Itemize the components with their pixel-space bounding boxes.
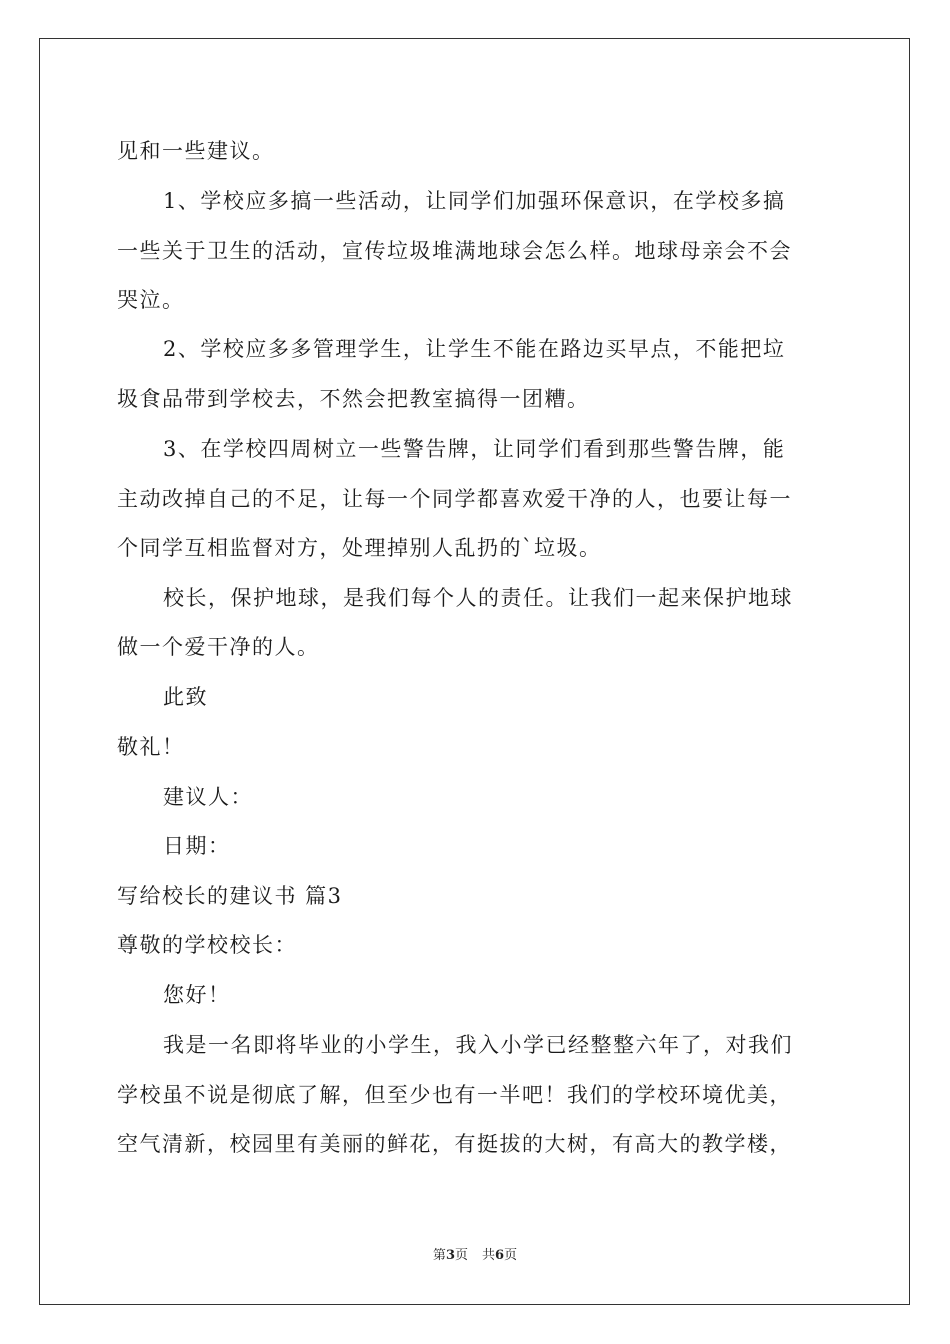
text-line-9: 个同学互相监督对方，处理掉别人乱扔的`垃圾。 xyxy=(117,536,602,560)
text-line-15: 日期： xyxy=(163,834,231,858)
section-heading: 写给校长的建议书 篇3 xyxy=(117,884,343,908)
text-line-13: 敬礼！ xyxy=(117,735,185,759)
text-line-19: 我是一名即将毕业的小学生，我入小学已经整整六年了，对我们 xyxy=(163,1033,793,1057)
text-line-20: 学校虽不说是彻底了解，但至少也有一半吧！我们的学校环境优美， xyxy=(117,1083,792,1107)
page-current: 3 xyxy=(445,1248,455,1263)
text-line-11: 做一个爱干净的人。 xyxy=(117,635,320,659)
page-border xyxy=(39,38,910,1305)
text-line-18: 您好！ xyxy=(163,983,231,1007)
total-suffix: 页 xyxy=(504,1248,518,1263)
text-line-3: 一些关于卫生的活动，宣传垃圾堆满地球会怎么样。地球母亲会不会 xyxy=(117,239,792,263)
page-prefix: 第 xyxy=(432,1248,446,1263)
text-line-8: 主动改掉自己的不足，让每一个同学都喜欢爱干净的人，也要让每一 xyxy=(117,487,792,511)
page-suffix: 页 xyxy=(454,1248,468,1263)
text-line-5: 2、学校应多多管理学生，让学生不能在路边买早点，不能把垃 xyxy=(163,337,786,361)
text-line-10: 校长，保护地球，是我们每个人的责任。让我们一起来保护地球 xyxy=(163,586,793,610)
text-line-4: 哭泣。 xyxy=(117,288,185,312)
text-line-12: 此致 xyxy=(163,685,208,709)
text-line-7: 3、在学校四周树立一些警告牌，让同学们看到那些警告牌，能 xyxy=(163,437,786,461)
text-line-6: 圾食品带到学校去，不然会把教室搞得一团糟。 xyxy=(117,387,590,411)
text-line-2: 1、学校应多搞一些活动，让同学们加强环保意识，在学校多搞 xyxy=(163,189,786,213)
page-footer xyxy=(0,1247,950,1265)
text-line-17: 尊敬的学校校长： xyxy=(117,933,297,957)
text-line-21: 空气清新，校园里有美丽的鲜花，有挺拔的大树，有高大的教学楼， xyxy=(117,1132,792,1156)
text-line-1: 见和一些建议。 xyxy=(117,139,275,163)
text-line-14: 建议人： xyxy=(163,785,253,809)
page-total: 6 xyxy=(495,1248,505,1263)
total-prefix: 共 xyxy=(482,1248,496,1263)
